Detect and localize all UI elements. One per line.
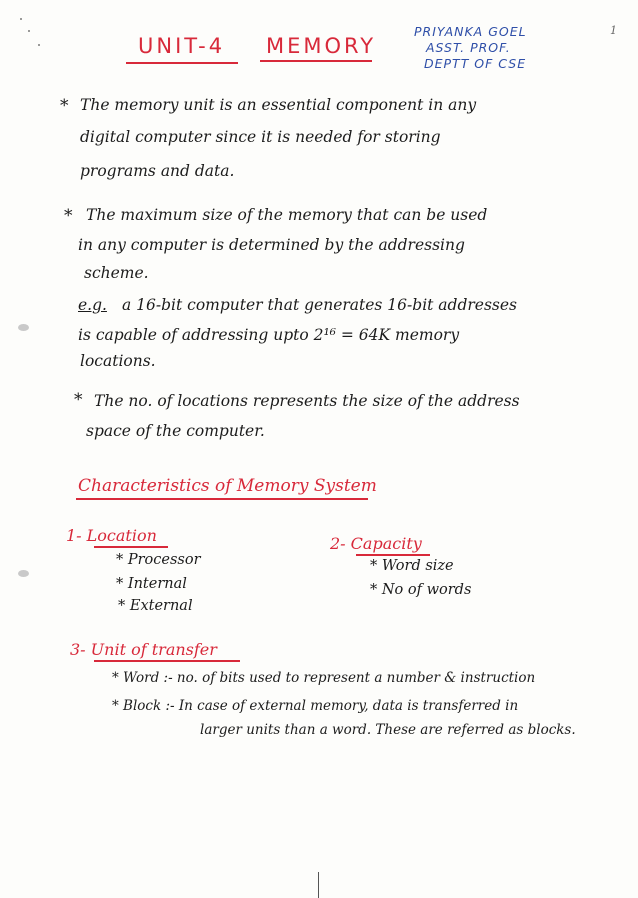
author-designation: ASST. PROF. xyxy=(426,40,511,55)
transfer-block: * Block :- In case of external memory, data is transferred in xyxy=(112,698,519,714)
title-underline xyxy=(260,60,372,62)
transfer-block-continued: larger units than a word. These are referred as blocks. xyxy=(200,722,576,738)
paragraph-line: programs and data. xyxy=(80,162,235,180)
unit-underline xyxy=(126,62,238,64)
paragraph-line: digital computer since it is needed for storing xyxy=(80,128,441,146)
location-underline xyxy=(94,546,168,548)
page-number: 1 xyxy=(610,24,617,37)
capacity-item: * Word size xyxy=(370,558,454,574)
bullet-star: * xyxy=(60,96,69,116)
unit-label: UNIT-4 xyxy=(138,34,226,58)
transfer-word: * Word :- no. of bits used to represent a number & instruction xyxy=(112,670,536,686)
bullet-star: * xyxy=(64,206,73,226)
paragraph-line: space of the computer. xyxy=(86,422,265,440)
bullet-star: * xyxy=(74,390,83,410)
location-item: * Internal xyxy=(116,576,187,592)
section-heading: Characteristics of Memory System xyxy=(78,476,377,496)
paragraph-line: in any computer is determined by the addressing xyxy=(78,236,465,254)
example-line: is capable of addressing upto 2¹⁶ = 64K memory xyxy=(78,326,460,344)
stray-mark xyxy=(28,30,30,32)
example-line: locations. xyxy=(80,352,156,370)
location-item: * Processor xyxy=(116,552,201,568)
section-underline xyxy=(76,498,368,500)
fold-line xyxy=(318,872,319,898)
author-department: DEPTT OF CSE xyxy=(424,56,527,71)
transfer-heading: 3- Unit of transfer xyxy=(70,640,217,659)
example-label: e.g. xyxy=(78,296,107,314)
stray-mark xyxy=(38,44,40,46)
punch-hole xyxy=(18,570,29,577)
location-heading: 1- Location xyxy=(66,526,157,545)
capacity-underline xyxy=(356,554,430,556)
capacity-item: * No of words xyxy=(370,582,472,598)
transfer-underline xyxy=(94,660,240,662)
example-line: a 16-bit computer that generates 16-bit addresses xyxy=(122,296,518,314)
paragraph-line: The maximum size of the memory that can be used xyxy=(86,206,488,224)
paragraph-line: scheme. xyxy=(84,264,149,282)
author-name: PRIYANKA GOEL xyxy=(414,24,527,39)
location-item: * External xyxy=(118,598,193,614)
page-title: MEMORY xyxy=(266,34,377,58)
paragraph-line: The no. of locations represents the size of the address xyxy=(94,392,520,410)
stray-mark xyxy=(20,18,22,20)
paragraph-line: The memory unit is an essential component in any xyxy=(80,96,477,114)
capacity-heading: 2- Capacity xyxy=(330,534,422,553)
punch-hole xyxy=(18,324,29,331)
